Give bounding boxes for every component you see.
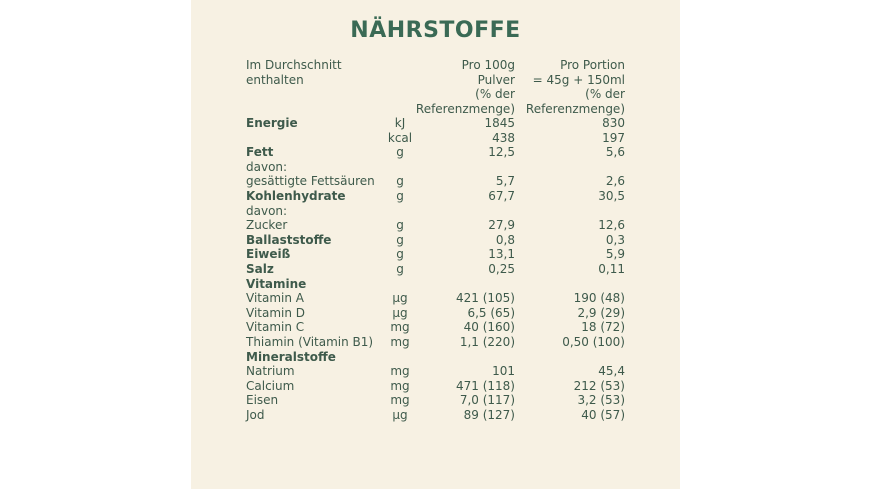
header-col1-line: (% der xyxy=(475,87,515,101)
value-per-100g: 1,1 (220) xyxy=(459,334,515,349)
value-per-100g: 13,1 xyxy=(488,247,515,262)
nutrient-unit: g xyxy=(396,218,404,233)
nutrient-label: Thiamin (Vitamin B1) xyxy=(246,334,374,349)
value-per-100g: 40 (160) xyxy=(463,320,515,335)
value-per-portion: 3,2 (53) xyxy=(577,393,625,408)
header-col1-line: Pro 100g xyxy=(461,58,515,72)
table-row xyxy=(191,335,680,350)
nutrient-label: Energie xyxy=(246,116,298,130)
nutrient-label: Mineralstoffe xyxy=(246,349,336,364)
table-row xyxy=(191,160,680,175)
value-per-portion: 12,6 xyxy=(598,218,625,233)
nutrient-unit: μg xyxy=(392,305,408,320)
nutrient-label: Kohlenhydrate xyxy=(246,188,346,203)
value-per-portion: 0,50 (100) xyxy=(562,334,625,349)
value-per-portion: 5,9 xyxy=(605,247,625,262)
nutrient-label: Jod xyxy=(246,407,265,422)
table-row xyxy=(191,379,680,394)
value-per-100g: 1845 xyxy=(484,116,515,130)
value-per-portion: 830 xyxy=(602,116,625,130)
header-label xyxy=(246,58,342,87)
value-per-portion: 45,4 xyxy=(598,364,625,379)
table-row xyxy=(191,131,680,146)
nutrient-unit: g xyxy=(396,188,404,203)
nutrient-label: davon: xyxy=(246,203,288,218)
nutrient-label: Eisen xyxy=(246,393,279,408)
header-col2-line: = 45g + 150ml xyxy=(532,72,625,87)
header-col1-line: Referenzmenge) xyxy=(415,101,515,116)
header-col2-line: (% der xyxy=(585,87,625,101)
header-col-per-100g xyxy=(416,58,515,116)
value-per-100g: 421 (105) xyxy=(456,291,515,306)
value-per-100g: 12,5 xyxy=(488,145,515,160)
value-per-100g: 101 xyxy=(492,364,515,379)
value-per-portion: 2,9 (29) xyxy=(577,305,625,320)
nutrient-unit: mg xyxy=(390,334,410,349)
header-label-line: enthalten xyxy=(246,72,304,87)
value-per-100g: 5,7 xyxy=(495,174,515,189)
nutrient-unit: g xyxy=(396,261,404,276)
value-per-100g: 438 xyxy=(492,130,515,145)
value-per-100g: 67,7 xyxy=(488,188,515,203)
value-per-portion: 18 (72) xyxy=(581,320,625,335)
page-title: NÄHRSTOFFE xyxy=(350,18,521,43)
value-per-portion: 0,11 xyxy=(598,261,625,276)
nutrient-label: Vitamin C xyxy=(246,320,305,335)
header-col2-line: Referenzmenge) xyxy=(525,101,625,116)
header-col-per-portion xyxy=(526,58,625,116)
value-per-100g: 471 (118) xyxy=(456,378,515,393)
table-row xyxy=(191,291,680,306)
value-per-portion: 190 (48) xyxy=(573,291,625,306)
value-per-portion: 0,3 xyxy=(605,232,625,247)
nutrient-unit: mg xyxy=(390,320,410,335)
table-row xyxy=(191,189,680,204)
value-per-100g: 27,9 xyxy=(488,218,515,233)
nutrient-unit: g xyxy=(396,247,404,262)
nutrition-panel xyxy=(191,0,680,489)
nutrient-unit: kJ xyxy=(394,116,406,130)
nutrient-label: Calcium xyxy=(246,378,295,393)
table-row xyxy=(191,247,680,262)
value-per-100g: 0,8 xyxy=(495,232,515,247)
value-per-portion: 197 xyxy=(602,130,625,145)
table-row xyxy=(191,364,680,379)
table-row xyxy=(191,218,680,233)
table-row xyxy=(191,320,680,335)
value-per-portion: 30,5 xyxy=(598,188,625,203)
nutrient-unit: g xyxy=(396,145,404,160)
table-row xyxy=(191,116,680,131)
value-per-100g: 0,25 xyxy=(488,261,515,276)
value-per-portion: 2,6 xyxy=(605,174,625,189)
header-col1-line: Pulver xyxy=(477,72,515,87)
nutrient-label: Natrium xyxy=(246,364,295,379)
nutrient-label: Ballaststoffe xyxy=(246,232,332,247)
value-per-portion: 212 (53) xyxy=(573,378,625,393)
table-row xyxy=(191,350,680,365)
table-row xyxy=(191,277,680,292)
table-row xyxy=(191,408,680,423)
nutrient-unit: μg xyxy=(392,407,408,422)
header-col2-line: Pro Portion xyxy=(560,58,625,72)
nutrient-label: Zucker xyxy=(246,218,288,233)
value-per-100g: 7,0 (117) xyxy=(459,393,515,408)
nutrition-table xyxy=(191,116,680,422)
value-per-portion: 5,6 xyxy=(605,145,625,160)
nutrient-label: Vitamine xyxy=(246,276,307,291)
nutrient-label: gesättigte Fettsäuren xyxy=(246,174,375,189)
header-label-line: Im Durchschnitt xyxy=(246,58,342,72)
nutrient-label: Vitamin D xyxy=(246,305,306,320)
table-row xyxy=(191,204,680,219)
value-per-portion: 40 (57) xyxy=(581,407,625,422)
table-row xyxy=(191,174,680,189)
value-per-100g: 6,5 (65) xyxy=(467,305,515,320)
value-per-100g: 89 (127) xyxy=(463,407,515,422)
nutrient-label: davon: xyxy=(246,159,288,174)
nutrient-label: Salz xyxy=(246,261,274,276)
nutrient-unit: g xyxy=(396,174,404,189)
table-row xyxy=(191,262,680,277)
nutrient-unit: mg xyxy=(390,393,410,408)
table-row xyxy=(191,233,680,248)
nutrient-unit: g xyxy=(396,232,404,247)
nutrient-unit: μg xyxy=(392,291,408,306)
table-row xyxy=(191,145,680,160)
nutrient-unit: kcal xyxy=(387,130,413,145)
nutrient-unit: mg xyxy=(390,364,410,379)
nutrient-label: Fett xyxy=(246,145,274,160)
nutrient-label: Vitamin A xyxy=(246,291,304,306)
table-row xyxy=(191,306,680,321)
nutrient-unit: mg xyxy=(390,378,410,393)
table-row xyxy=(191,393,680,408)
nutrient-label: Eiweiß xyxy=(246,247,291,262)
